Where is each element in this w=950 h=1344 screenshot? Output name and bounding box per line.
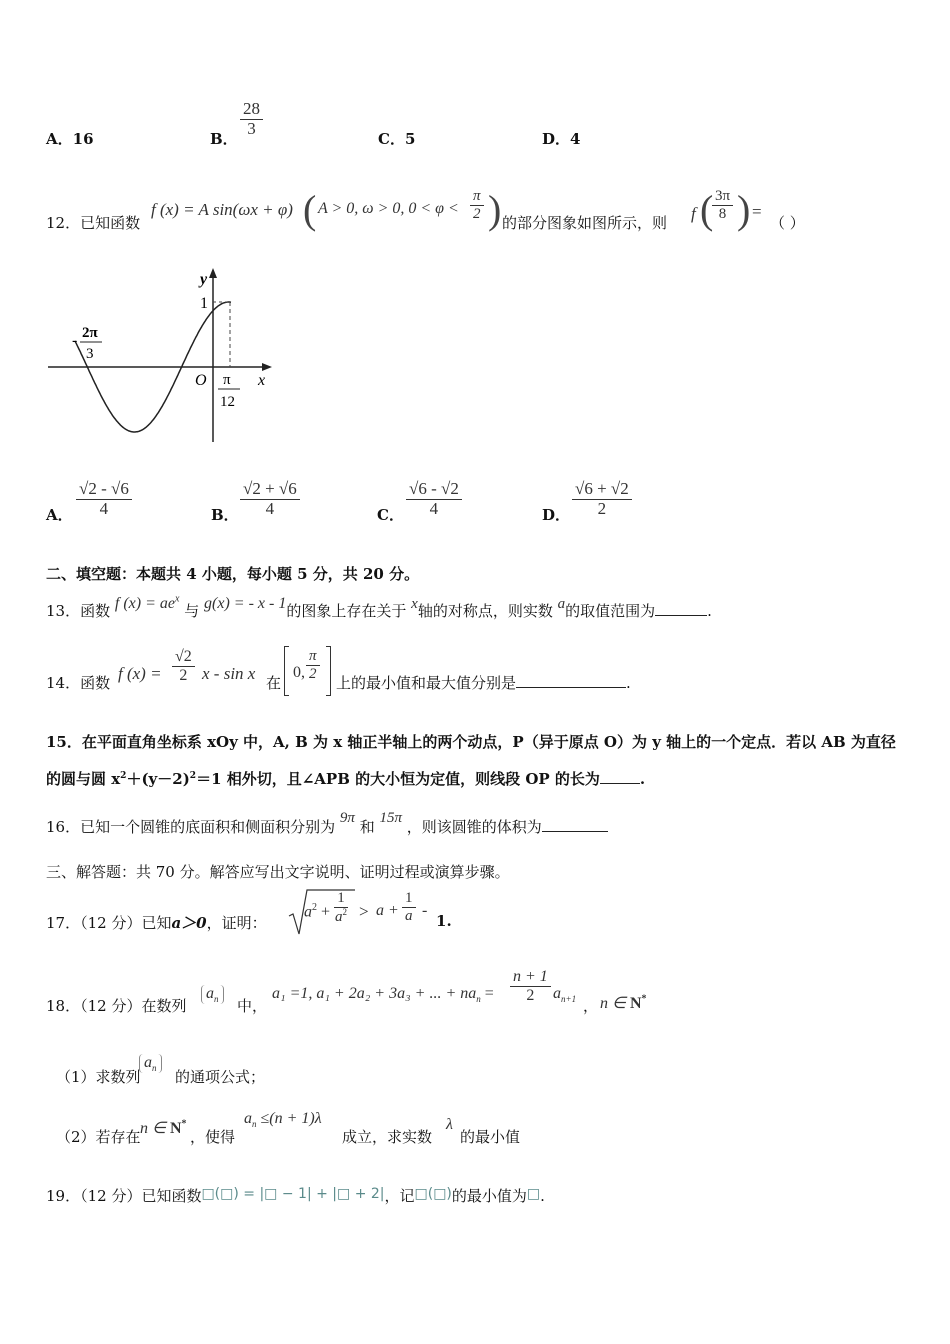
q12-option-b-letter: B． [211, 506, 239, 524]
q17-minus: - [422, 902, 428, 919]
q17-rhs-a: a + [376, 902, 399, 919]
q12-arg-left-paren: ( [700, 187, 714, 232]
q16-lateral-area: 15π [379, 810, 402, 826]
section2-heading: 二、填空题：本题共 4 小题，每小题 5 分，共 20 分。 [46, 565, 420, 583]
q19-record: □(□) [414, 1186, 452, 1202]
q12-b-den: 4 [265, 498, 275, 518]
q12-f-label: f [691, 204, 696, 223]
q11-option-b-letter: B． [210, 130, 238, 148]
q18-a-next: $a_{n+1}$ [553, 985, 577, 1005]
q11-option-c: C．5 [378, 130, 416, 148]
q12-function: f (x) = A sin(ωx + φ) [151, 200, 293, 219]
q14-coef-num: √2 [172, 648, 195, 667]
q12-d-num: √6 + √2 [572, 480, 632, 500]
q12-a-den: 4 [99, 498, 109, 518]
q18-part1-tail: 的通项公式； [175, 1068, 266, 1086]
left-zero-sign: - [72, 332, 78, 349]
q17-gt: > [359, 902, 369, 921]
q17-f-num: 1 [334, 890, 348, 908]
q14-coef-den: 2 [179, 666, 188, 684]
q14-int-den: 2 [309, 665, 317, 682]
q12-number-lead: 12．已知函数 [46, 214, 141, 232]
q18-part2-such-that: ，使得 [190, 1128, 236, 1146]
q12-conditions: A > 0, ω > 0, 0 < φ < [318, 200, 459, 217]
q17-rhs-fraction [402, 890, 416, 924]
y-axis-arrow-icon [209, 268, 217, 278]
q12-right-paren: ) [488, 187, 502, 232]
q13-f: f $(x) = ae^x$ [114, 593, 180, 612]
q18-part1-lead: （1）求数列 [56, 1068, 141, 1086]
q12-arg-num: 3π [712, 188, 733, 206]
q12-cond-den: 2 [473, 205, 481, 222]
q19-line: 19．（12 分）已知函数□(□) = |□ − 1| + |□ + 2|，记□(□)的最小值为□. [46, 1186, 545, 1205]
q17-f-den: $a^2$ [335, 906, 347, 925]
q12-cond-num: π [470, 188, 484, 206]
q11-option-d: D．4 [542, 130, 581, 148]
q18-part2-lambda: λ [446, 1116, 453, 1133]
q17-r-den: a [405, 907, 413, 924]
q14-int-num: π [306, 648, 320, 666]
q12-option-d-fraction [572, 480, 632, 518]
q12-arg-fraction [712, 188, 733, 222]
q12-middle-text: 的部分图象如图所示，则 [502, 214, 668, 232]
q12-arg-den: 8 [718, 205, 727, 222]
q12-option-d-letter: D． [542, 506, 571, 524]
q18-lead: 18．（12 分）在数列 [46, 997, 187, 1015]
q14-interval-fraction [306, 648, 320, 682]
q11-b-denominator: 3 [247, 118, 256, 138]
q14-answer-blank[interactable] [516, 673, 626, 688]
right-max-num: π [223, 372, 231, 388]
q18-part2-tail: 的最小值 [460, 1128, 521, 1146]
q16-base-area: 9π [339, 810, 355, 826]
q13-text-2: 与 [184, 602, 200, 620]
right-max-den: 12 [220, 394, 235, 410]
q17-lead: 17．（12 分）已知a＞0，证明： [46, 914, 267, 932]
q13-a-var: a [557, 596, 566, 612]
q11-option-b-fraction [240, 100, 263, 138]
q12-a-num: √2 - √6 [76, 480, 132, 500]
q18-frac-den: 2 [526, 986, 535, 1004]
q19-function: □(□) = |□ − 1| + |□ + 2| [201, 1186, 385, 1202]
q13-text-1: 函数 [80, 602, 111, 620]
q18-part2-holds: 成立，求实数 [342, 1128, 433, 1146]
q13-text-3: 的图象上存在关于 [286, 602, 407, 620]
q14-interval-right-bracket [326, 646, 331, 696]
left-zero-den: 3 [86, 346, 94, 362]
q14-interval-left-bracket [284, 646, 289, 696]
max-label: 1 [200, 295, 208, 312]
q18-n-domain: n ∈ N* [600, 993, 647, 1012]
q15-line-1: 15．在平面直角坐标系 xOy 中，A, B 为 x 轴正半轴上的两个动点，P（异于原点 O）为 y 轴上的一个定点．若以 AB 为直径 [46, 733, 896, 751]
q12-option-c-fraction [406, 480, 462, 518]
q14-in: 在 [266, 674, 282, 692]
q18-recurrence: a₁ =1, a₁ + 2a₂ + 3a₃ + ... + $na_n$ = [272, 985, 494, 1005]
q13-number: 13． [46, 602, 81, 620]
q18-frac-num: n + 1 [510, 968, 551, 987]
q12-sine-graph [40, 262, 290, 447]
q17-r-num: 1 [402, 890, 416, 908]
q12-cond-fraction [470, 188, 484, 222]
q18-middle: 中， [237, 997, 268, 1015]
q13-text-5: 的取值范围为 [565, 602, 656, 620]
q14-tail: 上的最小值和最大值分别是 . [336, 674, 631, 692]
q17-inner-a: $a^2$ + [304, 902, 331, 921]
q14-f-rest: x - sin x [202, 664, 256, 683]
q12-c-num: √6 - √2 [406, 480, 462, 500]
q17-inner-fraction [332, 890, 350, 925]
left-zero-num: 2π [82, 325, 98, 341]
q12-left-paren: ( [303, 187, 317, 232]
q18-part1-sequence: $a_n$ [139, 1054, 162, 1073]
q12-answer-bracket: （ ） [770, 214, 805, 232]
q12-option-b-fraction [240, 480, 300, 518]
q18-comma: ， [583, 997, 599, 1015]
q13-x-var: x [411, 596, 418, 612]
q16-line: 16．已知一个圆锥的底面积和侧面积分别为 9π 和 15π ，则该圆锥的体积为 [46, 816, 608, 837]
q15-line-2: 的圆与圆 $x^2+(y-2)^2=1$ 相外切，且∠APB 的大小恒为定值，则线段 OP 的长为 . [46, 770, 646, 788]
q18-part2-inequality: $a_n \le(n + 1)\lambda$ [244, 1110, 322, 1130]
q18-fraction [510, 968, 551, 1004]
q12-equals: = [752, 202, 762, 221]
q15-answer-blank[interactable] [600, 769, 640, 784]
q18-sequence: $a_n$ [201, 985, 224, 1004]
q12-option-a-fraction [76, 480, 132, 518]
q12-d-den: 2 [597, 498, 607, 518]
q12-arg-right-paren: ) [737, 187, 751, 232]
q12-b-num: √2 + √6 [240, 480, 300, 500]
section3-heading: 三、解答题：共 70 分。解答应写出文字说明、证明过程或演算步骤。 [46, 863, 510, 881]
x-axis-label: x [258, 372, 266, 389]
q14-f: f (x) = [118, 664, 162, 683]
q19-min-symbol: □ [526, 1186, 541, 1202]
q14-lead: 14．函数 [46, 674, 111, 692]
q11-option-a: A．16 [46, 130, 94, 148]
q13-line: 13．函数 f $(x) = ae^x$ 与 g(x) = - x - 1的图象上存在关于 x轴的对称点，则实数 a的取值范围为 . [46, 593, 712, 620]
q11-b-numerator: 28 [240, 100, 263, 120]
q12-option-a-letter: A． [46, 506, 73, 524]
q14-coef-fraction [172, 648, 195, 684]
q16-answer-blank[interactable] [542, 817, 608, 832]
x-axis-arrow-icon [262, 363, 272, 371]
origin-label: O [195, 372, 207, 389]
q18-part2-n-domain: n ∈ N* [140, 1118, 187, 1137]
q13-g: g(x) = - x - 1 [204, 595, 287, 612]
q12-c-den: 4 [429, 498, 439, 518]
q13-text-4: 轴的对称点，则实数 [417, 602, 553, 620]
q12-option-c-letter: C． [377, 506, 404, 524]
q18-part2-lead: （2）若存在 [56, 1128, 141, 1146]
q17-one: 1. [436, 912, 452, 930]
y-axis-label: y [200, 271, 208, 288]
q13-answer-blank[interactable] [655, 601, 707, 616]
q14-interval-start: 0, [293, 664, 305, 681]
